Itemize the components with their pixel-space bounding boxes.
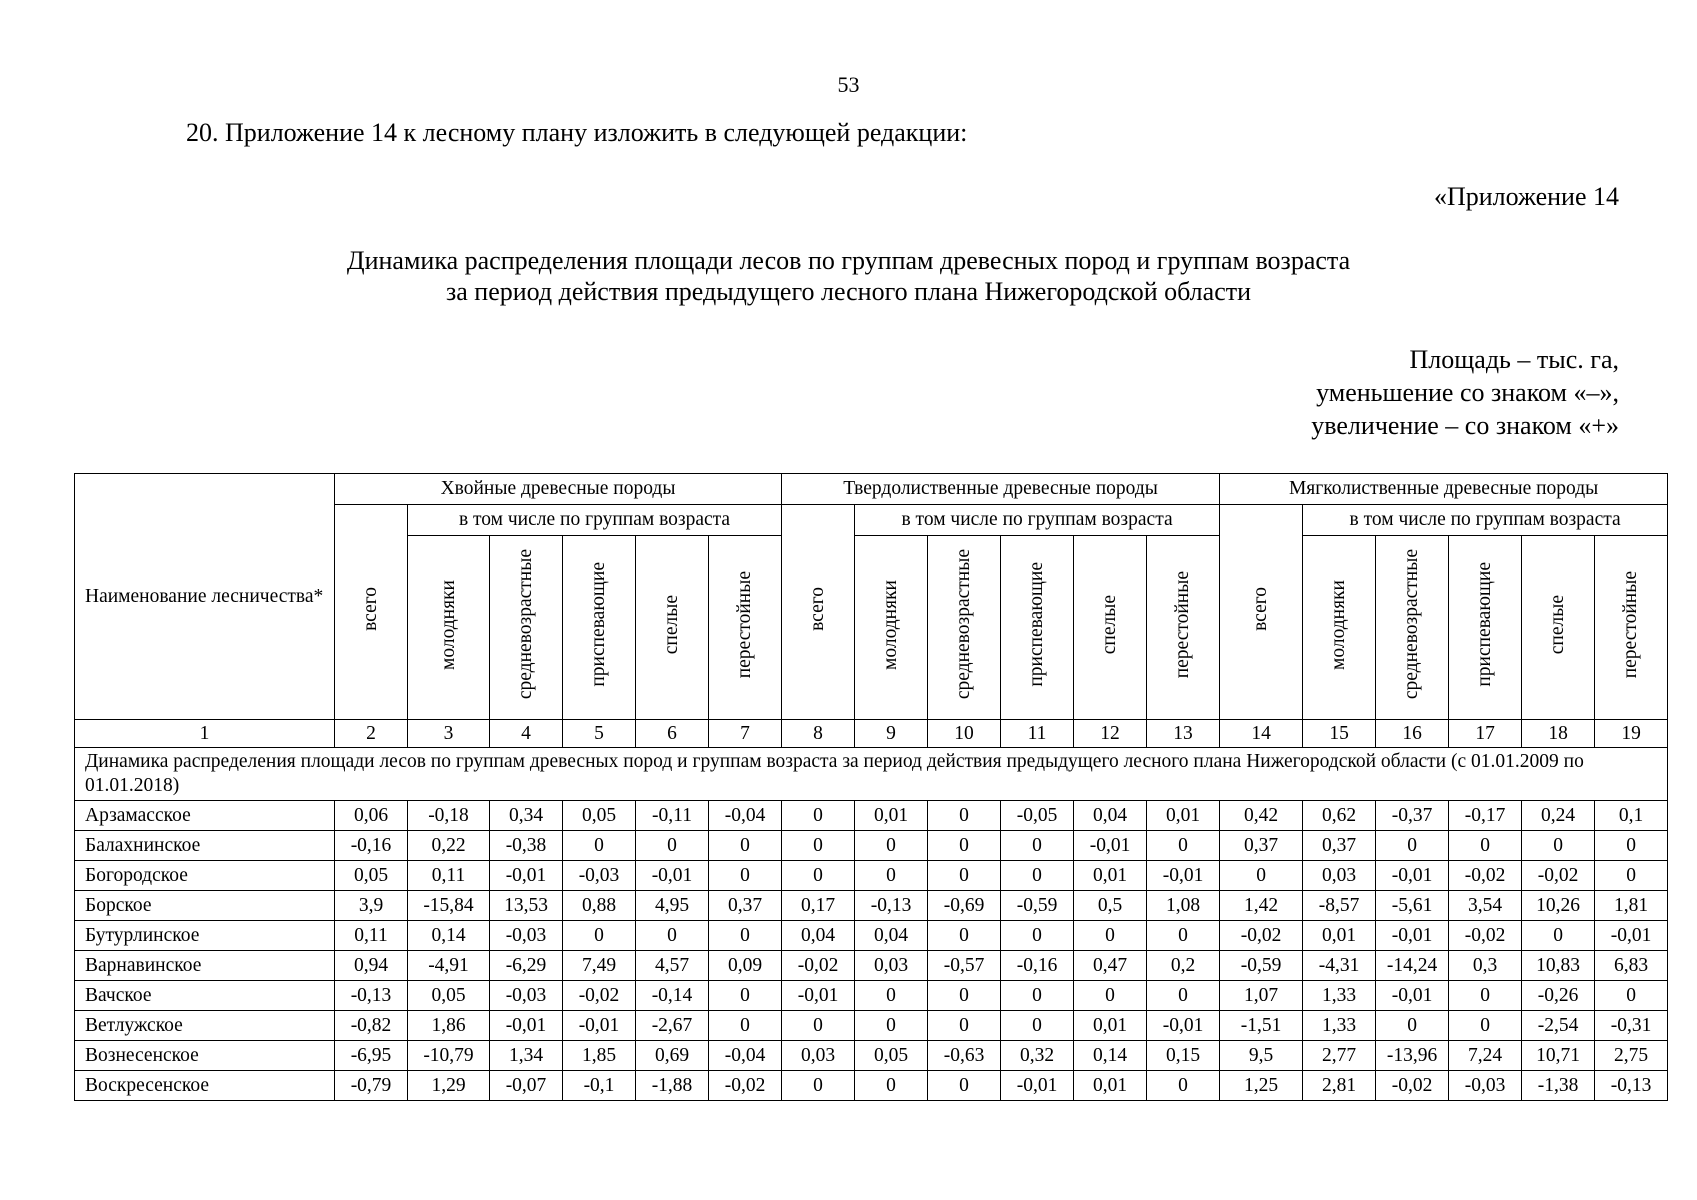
table-cell: -2,54 (1522, 1011, 1595, 1041)
table-cell: 0 (855, 1071, 928, 1101)
table-cell: -1,38 (1522, 1071, 1595, 1101)
table-cell: 0 (1001, 861, 1074, 891)
header-age-middle: средневозрастные (953, 549, 975, 700)
table-row (75, 1071, 1668, 1101)
table-cell: 0,14 (408, 921, 490, 951)
table-cell: -0,01 (1376, 861, 1449, 891)
table-cell: -0,38 (490, 831, 563, 861)
header-total: всего (1250, 587, 1272, 631)
table-row (75, 801, 1668, 831)
header-age-overmature: перестойные (1172, 570, 1194, 679)
table-cell: 0,47 (1074, 951, 1147, 981)
table-cell: 1,33 (1303, 1011, 1376, 1041)
forestry-name: Арзамасское (75, 801, 335, 831)
table-cell: 13,53 (490, 891, 563, 921)
column-number: 1 (75, 720, 335, 748)
header-age-cell (1449, 536, 1522, 720)
table-cell: -0,02 (563, 981, 636, 1011)
column-number: 19 (1595, 720, 1668, 748)
table-cell: 0,2 (1147, 951, 1220, 981)
table-cell: -0,03 (490, 981, 563, 1011)
section-title: Динамика распределения площади лесов по группам древесных пород и группам возраста за период действия предыдущего лесного плана Нижегородской области (с 01.01.2009 по 01.01.2018) (75, 748, 1668, 801)
column-number: 16 (1376, 720, 1449, 748)
table-row (75, 921, 1668, 951)
table-cell: 0 (1001, 921, 1074, 951)
table-cell: -0,02 (1449, 861, 1522, 891)
table-cell: 0,01 (1074, 861, 1147, 891)
table-cell: 0,05 (563, 801, 636, 831)
header-age-cell (855, 536, 928, 720)
table-cell: -0,26 (1522, 981, 1595, 1011)
header-age-young: молодняки (1328, 579, 1350, 670)
table-cell: 0 (1449, 1011, 1522, 1041)
column-number: 14 (1220, 720, 1303, 748)
table-cell: -4,31 (1303, 951, 1376, 981)
table-cell: 1,85 (563, 1041, 636, 1071)
table-cell: 0,37 (709, 891, 782, 921)
header-age-subheader: в том числе по группам возраста (1303, 505, 1668, 536)
table-cell: 0 (709, 1011, 782, 1041)
column-number: 3 (408, 720, 490, 748)
table-cell: 2,81 (1303, 1071, 1376, 1101)
table-cell: 1,07 (1220, 981, 1303, 1011)
table-cell: 0 (636, 921, 709, 951)
table-cell: -0,01 (636, 861, 709, 891)
table-cell: -0,69 (928, 891, 1001, 921)
table-cell: 0,94 (335, 951, 408, 981)
header-age-premature: приспевающие (588, 562, 609, 687)
forestry-name: Варнавинское (75, 951, 335, 981)
table-cell: -0,04 (709, 801, 782, 831)
page-number: 53 (837, 72, 860, 97)
table-cell: 0 (855, 981, 928, 1011)
table-cell: 1,42 (1220, 891, 1303, 921)
table-cell: 1,81 (1595, 891, 1668, 921)
table-cell: -0,14 (636, 981, 709, 1011)
table-cell: -0,02 (709, 1071, 782, 1101)
table-cell: -0,02 (782, 951, 855, 981)
table-row (75, 951, 1668, 981)
table-cell: -0,01 (563, 1011, 636, 1041)
table-cell: 0,03 (782, 1041, 855, 1071)
table-cell: 0,11 (335, 921, 408, 951)
header-age-cell (1595, 536, 1668, 720)
table-cell: 0,03 (1303, 861, 1376, 891)
table-cell: -14,24 (1376, 951, 1449, 981)
title-line-1: Динамика распределения площади лесов по группам древесных пород и группам возраста (346, 246, 1351, 275)
table-cell: -0,57 (928, 951, 1001, 981)
column-number: 8 (782, 720, 855, 748)
table-cell: -0,37 (1376, 801, 1449, 831)
header-age-mature: спелые (661, 594, 682, 655)
table-cell: 0,04 (782, 921, 855, 951)
header-age-young: молодняки (437, 579, 459, 670)
table-cell: 0 (563, 831, 636, 861)
table-cell: 1,08 (1147, 891, 1220, 921)
header-group-coniferous: Хвойные древесные породы (335, 474, 782, 505)
table-cell: 0 (1522, 831, 1595, 861)
table-cell: 0 (782, 801, 855, 831)
table-cell: -1,88 (636, 1071, 709, 1101)
header-total-cell (782, 505, 855, 720)
table-cell: 9,5 (1220, 1041, 1303, 1071)
table-cell: 0,17 (782, 891, 855, 921)
table-cell: 0 (1449, 981, 1522, 1011)
header-group-softwood: Мягколиственные древесные породы (1220, 474, 1668, 505)
table-row (75, 1011, 1668, 1041)
header-age-subheader: в том числе по группам возраста (408, 505, 782, 536)
table-cell: 0 (782, 1071, 855, 1101)
forestry-name: Вачское (75, 981, 335, 1011)
units-note (1311, 343, 1619, 442)
table-cell: 0,32 (1001, 1041, 1074, 1071)
table-cell: 1,33 (1303, 981, 1376, 1011)
table-cell: 10,26 (1522, 891, 1595, 921)
table-cell: 0,14 (1074, 1041, 1147, 1071)
table-row (75, 861, 1668, 891)
table-cell: 10,71 (1522, 1041, 1595, 1071)
table-cell: 0,04 (855, 921, 928, 951)
table-cell: 0,34 (490, 801, 563, 831)
header-forestry-name: Наименование лесничества* (75, 474, 335, 720)
table-cell: 0 (1001, 1011, 1074, 1041)
table-cell: 0 (709, 921, 782, 951)
table-cell: 0,62 (1303, 801, 1376, 831)
table-cell: -10,79 (408, 1041, 490, 1071)
table-cell: 1,29 (408, 1071, 490, 1101)
table-cell: 0,1 (1595, 801, 1668, 831)
table-cell: 0 (709, 831, 782, 861)
header-total: всего (360, 587, 381, 631)
table-cell: 0,04 (1074, 801, 1147, 831)
section-row (75, 748, 1668, 801)
table-cell: 2,77 (1303, 1041, 1376, 1071)
table-cell: 1,34 (490, 1041, 563, 1071)
table-row (75, 981, 1668, 1011)
table-cell: 6,83 (1595, 951, 1668, 981)
table-cell: 0,42 (1220, 801, 1303, 831)
table-cell: 7,49 (563, 951, 636, 981)
forestry-name: Балахнинское (75, 831, 335, 861)
table-cell: 0,37 (1220, 831, 1303, 861)
table-cell: 3,54 (1449, 891, 1522, 921)
forestry-name: Воскресенское (75, 1071, 335, 1101)
header-age-mature: спелые (1547, 594, 1569, 655)
table-cell: -0,17 (1449, 801, 1522, 831)
table-cell: 0,01 (1147, 801, 1220, 831)
table-cell: -0,01 (1376, 981, 1449, 1011)
units-line-3: увеличение – со знаком «+» (1311, 411, 1619, 440)
table-cell: 0,03 (855, 951, 928, 981)
column-numbers-row (75, 720, 1668, 748)
table-cell: 0 (1001, 981, 1074, 1011)
table-cell: 0 (782, 831, 855, 861)
table-cell: 0 (1220, 861, 1303, 891)
header-age-cell (408, 536, 490, 720)
table-cell: 0,88 (563, 891, 636, 921)
table-cell: -0,59 (1220, 951, 1303, 981)
table-cell: 0,01 (855, 801, 928, 831)
table-cell: -5,61 (1376, 891, 1449, 921)
table-cell: 0,24 (1522, 801, 1595, 831)
document-title (0, 245, 1697, 307)
table-cell: 0 (1074, 981, 1147, 1011)
table-row (75, 831, 1668, 861)
table-cell: -0,18 (408, 801, 490, 831)
table-cell: -6,95 (335, 1041, 408, 1071)
table-cell: -0,01 (490, 1011, 563, 1041)
table-cell: 0,05 (335, 861, 408, 891)
table-cell: 0 (1074, 921, 1147, 951)
table-cell: -0,03 (563, 861, 636, 891)
table-cell: 1,86 (408, 1011, 490, 1041)
table-cell: -0,13 (1595, 1071, 1668, 1101)
table-row (75, 891, 1668, 921)
table-cell: 0 (636, 831, 709, 861)
table-cell: -0,79 (335, 1071, 408, 1101)
table-cell: 0 (855, 1011, 928, 1041)
table-cell: 0,69 (636, 1041, 709, 1071)
column-number: 11 (1001, 720, 1074, 748)
units-line-2: уменьшение со знаком «–», (1316, 378, 1619, 407)
column-number: 17 (1449, 720, 1522, 748)
table-cell: 0 (855, 831, 928, 861)
table-cell: 0,01 (1074, 1071, 1147, 1101)
table-cell: 0,06 (335, 801, 408, 831)
table-cell: 0 (782, 1011, 855, 1041)
header-total: всего (807, 587, 829, 631)
header-age-cell (1147, 536, 1220, 720)
table-cell: 3,9 (335, 891, 408, 921)
table-cell: 0 (1522, 921, 1595, 951)
column-number: 13 (1147, 720, 1220, 748)
table-cell: 0 (928, 1011, 1001, 1041)
table-cell: 0,3 (1449, 951, 1522, 981)
column-number: 10 (928, 720, 1001, 748)
table-cell: 0 (1449, 831, 1522, 861)
header-age-cell (1303, 536, 1376, 720)
table-cell: -8,57 (1303, 891, 1376, 921)
table-cell: 0 (1595, 831, 1668, 861)
table-cell: -0,01 (1001, 1071, 1074, 1101)
table-cell: -0,03 (1449, 1071, 1522, 1101)
table-cell: -0,13 (855, 891, 928, 921)
table-cell: 0 (928, 801, 1001, 831)
table-cell: -15,84 (408, 891, 490, 921)
table-cell: -0,82 (335, 1011, 408, 1041)
table-cell: -0,1 (563, 1071, 636, 1101)
forestry-name: Борское (75, 891, 335, 921)
table-cell: 10,83 (1522, 951, 1595, 981)
table-cell: -6,29 (490, 951, 563, 981)
table-cell: -0,01 (1376, 921, 1449, 951)
units-line-1: Площадь – тыс. га, (1409, 345, 1619, 374)
header-age-cell (928, 536, 1001, 720)
table-cell: 0 (1147, 921, 1220, 951)
table-cell: -0,01 (1147, 1011, 1220, 1041)
column-number: 4 (490, 720, 563, 748)
table-cell: 0 (1147, 831, 1220, 861)
table-cell: 7,24 (1449, 1041, 1522, 1071)
table-cell: 4,95 (636, 891, 709, 921)
column-number: 5 (563, 720, 636, 748)
table-cell: 0,05 (855, 1041, 928, 1071)
table-cell: -0,02 (1376, 1071, 1449, 1101)
table-cell: 0 (1595, 861, 1668, 891)
table-cell: 0,01 (1303, 921, 1376, 951)
header-age-cell (636, 536, 709, 720)
table-cell: 0 (1147, 981, 1220, 1011)
header-age-overmature: перестойные (1620, 570, 1642, 679)
table-cell: -0,04 (709, 1041, 782, 1071)
table-cell: -1,51 (1220, 1011, 1303, 1041)
table-cell: 0,15 (1147, 1041, 1220, 1071)
table-cell: 0 (1595, 981, 1668, 1011)
table-cell: -0,01 (1074, 831, 1147, 861)
header-age-middle: средневозрастные (1401, 549, 1423, 700)
column-number: 2 (335, 720, 408, 748)
table-cell: 1,25 (1220, 1071, 1303, 1101)
header-age-cell (490, 536, 563, 720)
header-age-premature: приспевающие (1474, 562, 1496, 687)
table-cell: 0 (1376, 831, 1449, 861)
table-cell: -13,96 (1376, 1041, 1449, 1071)
table-cell: 0 (928, 921, 1001, 951)
table-cell: -2,67 (636, 1011, 709, 1041)
table-cell: -0,05 (1001, 801, 1074, 831)
column-number: 7 (709, 720, 782, 748)
table-cell: 0,22 (408, 831, 490, 861)
column-number: 6 (636, 720, 709, 748)
table-cell: 0 (563, 921, 636, 951)
table-cell: 0,05 (408, 981, 490, 1011)
table-cell: 0,01 (1074, 1011, 1147, 1041)
header-age-cell (563, 536, 636, 720)
table-cell: -0,02 (1449, 921, 1522, 951)
table-cell: -0,16 (335, 831, 408, 861)
column-number: 12 (1074, 720, 1147, 748)
table-cell: 0 (1001, 831, 1074, 861)
header-age-cell (1074, 536, 1147, 720)
table-cell: 0 (855, 861, 928, 891)
header-age-cell (709, 536, 782, 720)
table-cell: -0,01 (782, 981, 855, 1011)
forestry-name: Ветлужское (75, 1011, 335, 1041)
table-cell: -0,31 (1595, 1011, 1668, 1041)
forestry-name: Вознесенское (75, 1041, 335, 1071)
header-age-mature: спелые (1099, 594, 1121, 655)
table-cell: 0,37 (1303, 831, 1376, 861)
table-cell: -0,02 (1522, 861, 1595, 891)
forest-dynamics-table (74, 473, 1668, 1101)
table-cell: -0,63 (928, 1041, 1001, 1071)
header-age-premature: приспевающие (1026, 562, 1048, 687)
table-cell: -0,13 (335, 981, 408, 1011)
table-cell: 0 (928, 831, 1001, 861)
table-cell: -0,07 (490, 1071, 563, 1101)
header-group-hardwood: Твердолиственные древесные породы (782, 474, 1220, 505)
forestry-name: Богородское (75, 861, 335, 891)
header-age-cell (1522, 536, 1595, 720)
table-cell: -0,03 (490, 921, 563, 951)
header-age-overmature: перестойные (734, 570, 756, 679)
column-number: 9 (855, 720, 928, 748)
header-total-cell (335, 505, 408, 720)
table-cell: -0,16 (1001, 951, 1074, 981)
intro-paragraph: 20. Приложение 14 к лесному плану изложить в следующей редакции: (186, 118, 968, 147)
table-cell: -0,02 (1220, 921, 1303, 951)
header-age-young: молодняки (880, 579, 902, 670)
header-total-cell (1220, 505, 1303, 720)
table-cell: -0,01 (1147, 861, 1220, 891)
table-cell: 0 (928, 861, 1001, 891)
table-cell: 0,5 (1074, 891, 1147, 921)
table-cell: -4,91 (408, 951, 490, 981)
forestry-name: Бутурлинское (75, 921, 335, 951)
table-cell: 0 (1147, 1071, 1220, 1101)
appendix-label: «Приложение 14 (1433, 182, 1619, 211)
table-cell: 0 (928, 1071, 1001, 1101)
table-cell: 0 (1376, 1011, 1449, 1041)
table-cell: -0,11 (636, 801, 709, 831)
table-cell: 0 (709, 981, 782, 1011)
column-number: 15 (1303, 720, 1376, 748)
table-row (75, 1041, 1668, 1071)
header-age-cell (1376, 536, 1449, 720)
header-age-middle: средневозрастные (515, 549, 536, 700)
table-cell: 2,75 (1595, 1041, 1668, 1071)
table-cell: -0,01 (490, 861, 563, 891)
header-age-cell (1001, 536, 1074, 720)
header-age-subheader: в том числе по группам возраста (855, 505, 1220, 536)
table-cell: 0,09 (709, 951, 782, 981)
column-number: 18 (1522, 720, 1595, 748)
table-cell: 4,57 (636, 951, 709, 981)
table-cell: 0 (782, 861, 855, 891)
table-cell: -0,59 (1001, 891, 1074, 921)
table-cell: 0,11 (408, 861, 490, 891)
table-cell: 0 (928, 981, 1001, 1011)
table-cell: -0,01 (1595, 921, 1668, 951)
title-line-2: за период действия предыдущего лесного плана Нижегородской области (445, 277, 1252, 306)
table-cell: 0 (709, 861, 782, 891)
